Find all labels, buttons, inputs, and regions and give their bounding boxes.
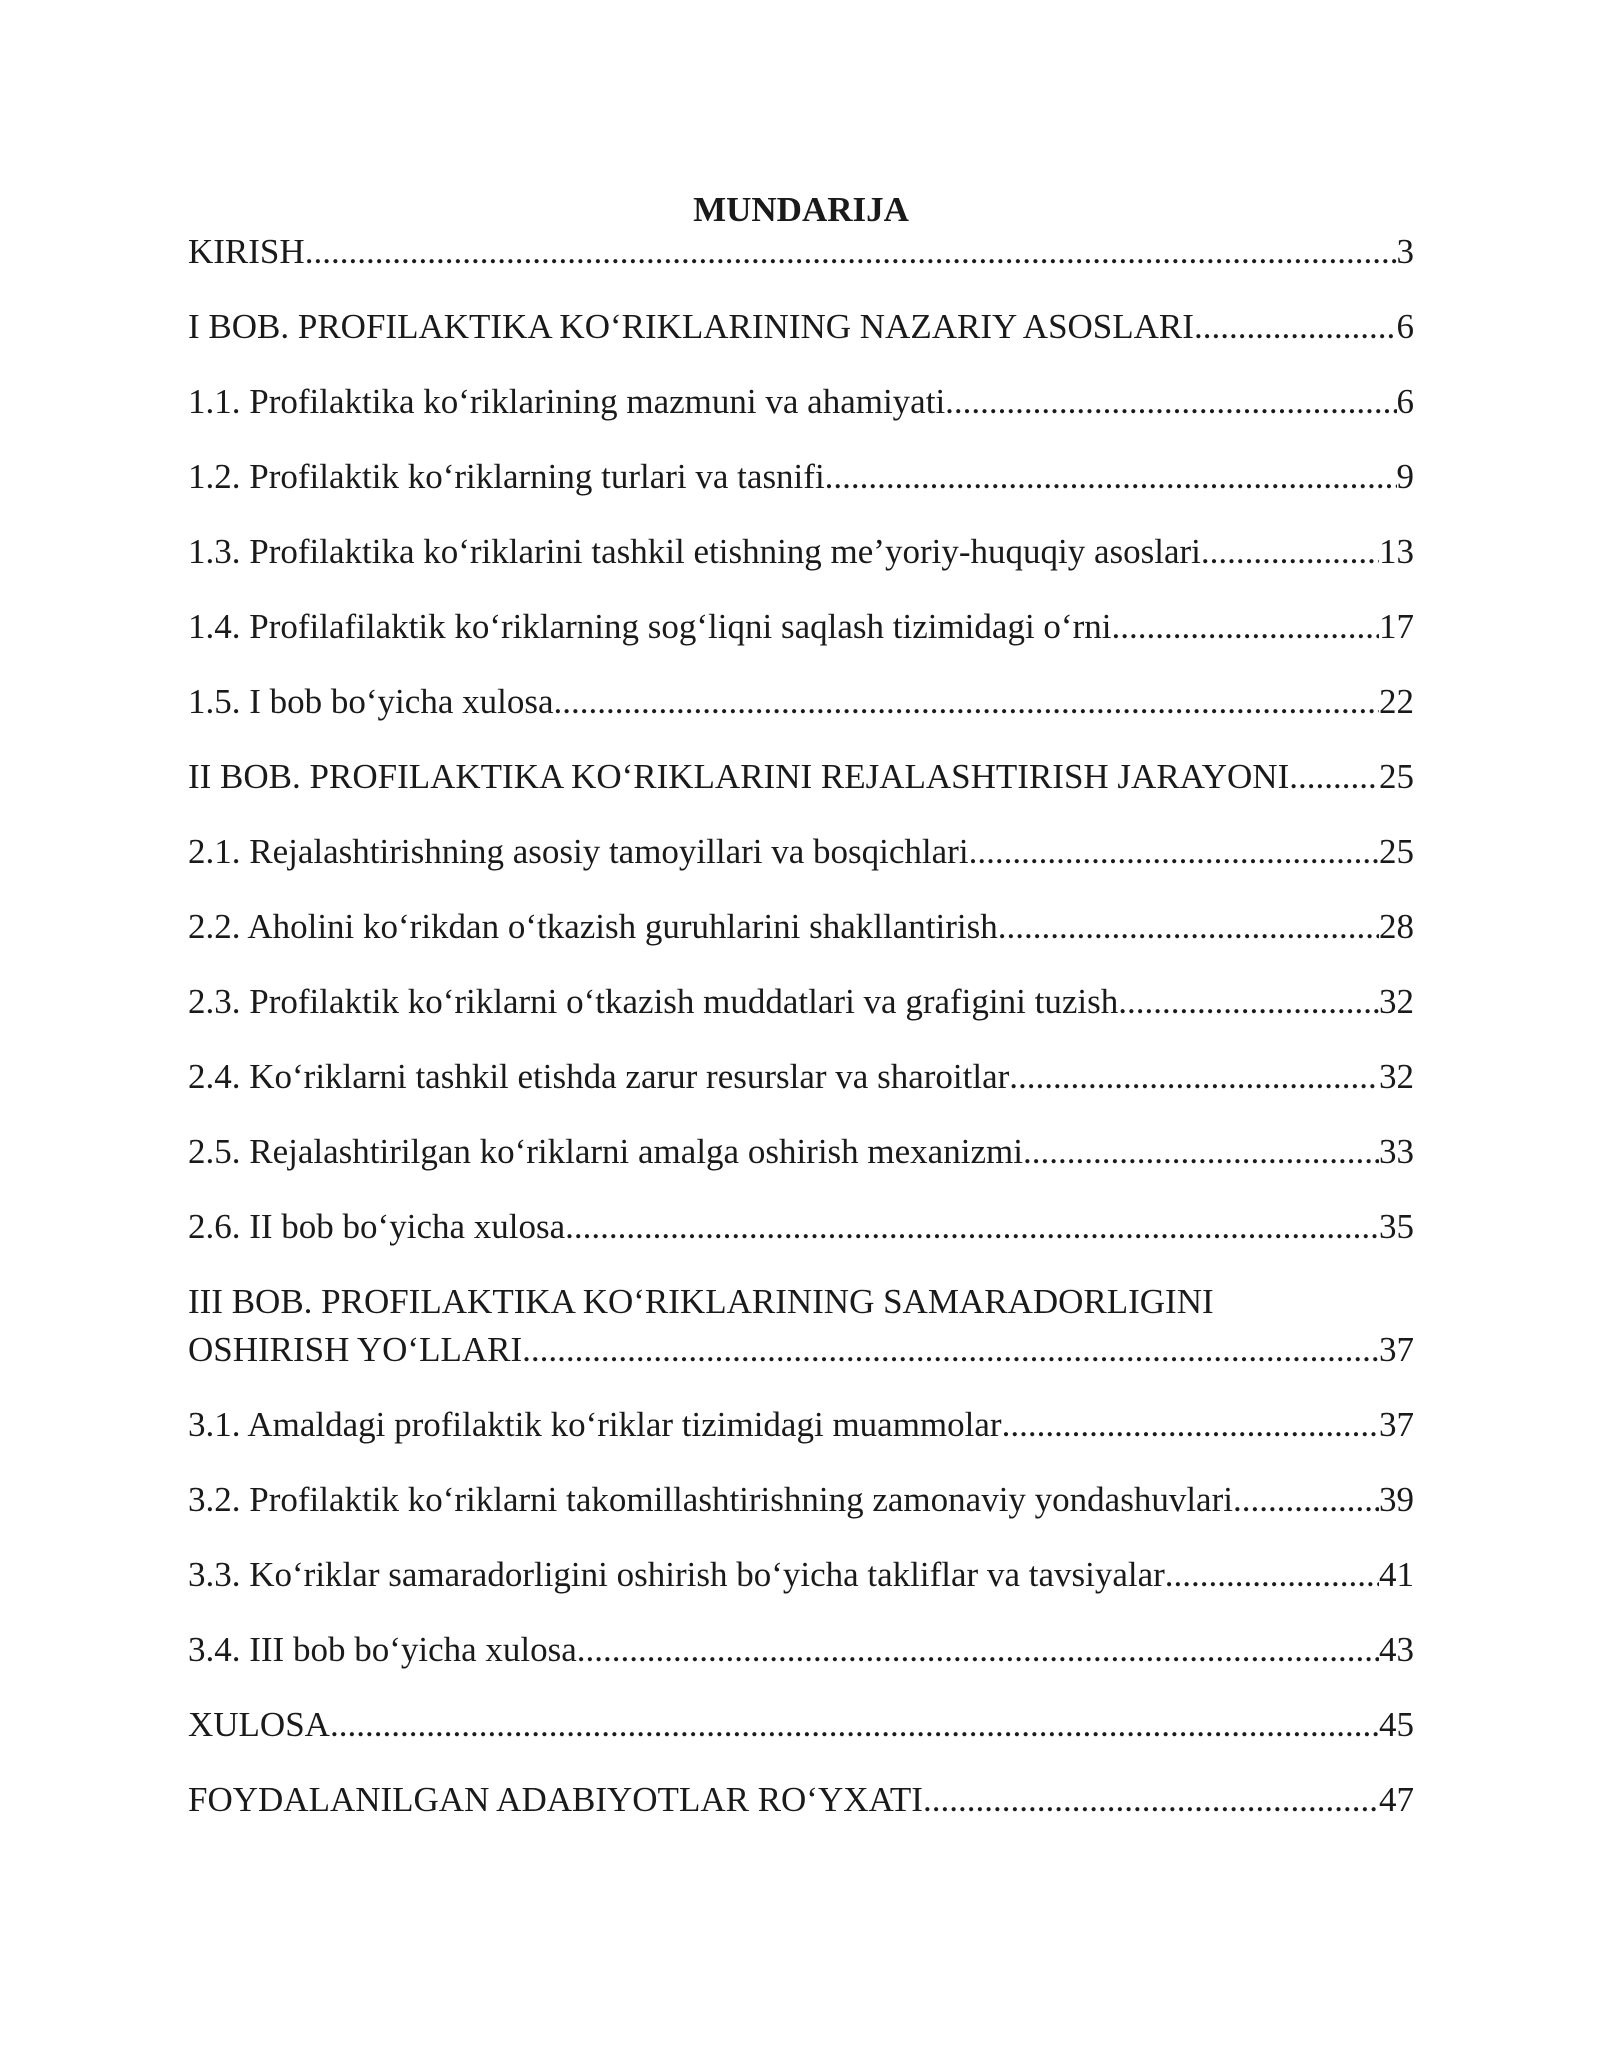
dot-leader <box>1111 603 1379 651</box>
toc-entry-bibliography <box>188 1776 1414 1824</box>
dot-leader <box>923 1776 1379 1824</box>
toc-entry-3-4 <box>188 1626 1414 1674</box>
toc-entry-1-2 <box>188 453 1414 501</box>
dot-leader <box>1118 978 1379 1026</box>
toc-entry-3-2 <box>188 1476 1414 1524</box>
toc-entry-2-3 <box>188 978 1414 1026</box>
dot-leader <box>1009 1053 1379 1101</box>
dot-leader <box>998 903 1379 951</box>
toc-entry-text: 1.1. Profilaktika ko‘riklarining mazmuni va ahamiyati <box>188 382 946 421</box>
toc-entry-text: 3.2. Profilaktik ko‘riklarni takomillashtirishning zamonaviy yondashuvlari <box>188 1480 1233 1519</box>
dot-leader <box>1201 528 1379 576</box>
toc-page-number: 45 <box>1379 1705 1414 1744</box>
toc-page-number: 6 <box>1396 382 1414 421</box>
toc-entry-3-3 <box>188 1551 1414 1599</box>
toc-page-number: 13 <box>1379 532 1414 571</box>
toc-entry-text: OSHIRISH YO‘LLARI <box>188 1330 523 1369</box>
toc-entry-chapter-2 <box>188 753 1414 801</box>
toc-entry-text: 3.1. Amaldagi profilaktik ko‘riklar tizimidagi muammolar <box>188 1405 1002 1444</box>
toc-entry-text: 2.6. II bob bo‘yicha xulosa <box>188 1207 566 1246</box>
toc-page-number: 22 <box>1379 682 1414 721</box>
toc-page-number: 3 <box>1396 232 1414 271</box>
dot-leader <box>945 378 1396 426</box>
toc-page-number: 43 <box>1379 1630 1414 1669</box>
dot-leader <box>1023 1128 1379 1176</box>
toc-entry-1-4 <box>188 603 1414 651</box>
toc-entry-1-1 <box>188 378 1414 426</box>
dot-leader <box>577 1626 1379 1674</box>
toc-entry-text: KIRISH <box>188 232 305 271</box>
dot-leader <box>825 453 1397 501</box>
toc-page-number: 32 <box>1379 982 1414 1021</box>
dot-leader <box>522 1326 1379 1374</box>
toc-entry-2-2 <box>188 903 1414 951</box>
toc-entry-text: II BOB. PROFILAKTIKA KO‘RIKLARINI REJALASHTIRISH JARAYONI <box>188 757 1290 796</box>
toc-page-number: 35 <box>1379 1207 1414 1246</box>
toc-page-number: 37 <box>1379 1330 1414 1369</box>
dot-leader <box>305 228 1397 276</box>
toc-entry-chapter-3 <box>188 1278 1414 1374</box>
dot-leader <box>565 1203 1379 1251</box>
toc-entry-text: 1.2. Profilaktik ko‘riklarning turlari va tasnifi <box>188 457 825 496</box>
toc-entry-2-1 <box>188 828 1414 876</box>
toc-entry-text: 2.1. Rejalashtirishning asosiy tamoyillari va bosqichlari <box>188 832 969 871</box>
toc-entry-text-line1: III BOB. PROFILAKTIKA KO‘RIKLARINING SAMARADORLIGINI <box>188 1282 1214 1321</box>
toc-page-number: 47 <box>1379 1780 1414 1819</box>
dot-leader <box>1002 1401 1379 1449</box>
toc-entry-text: 2.5. Rejalashtirilgan ko‘riklarni amalga oshirish mexanizmi <box>188 1132 1023 1171</box>
toc-entry-text: XULOSA <box>188 1705 330 1744</box>
toc-entry-text: 3.4. III bob bo‘yicha xulosa <box>188 1630 577 1669</box>
toc-page-number: 25 <box>1379 832 1414 871</box>
toc-entry-text: 2.4. Ko‘riklarni tashkil etishda zarur resurslar va sharoitlar <box>188 1057 1010 1096</box>
toc-entry-2-4 <box>188 1053 1414 1101</box>
toc-page-number: 32 <box>1379 1057 1414 1096</box>
page-title: MUNDARIJA <box>693 190 909 229</box>
toc-page-number: 17 <box>1379 607 1414 646</box>
toc-entry-xulosa <box>188 1701 1414 1749</box>
dot-leader <box>1194 303 1397 351</box>
toc-page-number: 28 <box>1379 907 1414 946</box>
toc-entry-text: 1.4. Profilafilaktik ko‘riklarning sog‘liqni saqlash tizimidagi o‘rni <box>188 607 1112 646</box>
toc-entry-text: 1.5. I bob bo‘yicha xulosa <box>188 682 554 721</box>
toc-entry-1-3 <box>188 528 1414 576</box>
toc-entry-text: FOYDALANILGAN ADABIYOTLAR RO‘YXATI <box>188 1780 923 1819</box>
toc-page-number: 37 <box>1379 1405 1414 1444</box>
toc-entry-text: 2.2. Aholini ko‘rikdan o‘tkazish guruhlarini shakllantirish <box>188 907 998 946</box>
dot-leader <box>1233 1476 1379 1524</box>
document-page <box>188 188 1414 1851</box>
toc-page-number: 41 <box>1379 1555 1414 1594</box>
dot-leader <box>969 828 1379 876</box>
toc-entry-3-1 <box>188 1401 1414 1449</box>
toc-page-number: 9 <box>1396 457 1414 496</box>
toc-entry-chapter-1 <box>188 303 1414 351</box>
toc-page-number: 33 <box>1379 1132 1414 1171</box>
dot-leader <box>553 678 1379 726</box>
table-of-contents <box>188 228 1414 1824</box>
toc-page-number: 25 <box>1379 757 1414 796</box>
toc-entry-2-5 <box>188 1128 1414 1176</box>
toc-entry-text: 3.3. Ko‘riklar samaradorligini oshirish bo‘yicha takliflar va tavsiyalar <box>188 1555 1165 1594</box>
toc-entry-2-6 <box>188 1203 1414 1251</box>
dot-leader <box>1165 1551 1379 1599</box>
toc-entry-text: I BOB. PROFILAKTIKA KO‘RIKLARINING NAZARIY ASOSLARI <box>188 307 1194 346</box>
toc-entry-kirish <box>188 228 1414 276</box>
dot-leader <box>1289 753 1379 801</box>
toc-entry-text: 1.3. Profilaktika ko‘riklarini tashkil etishning me’yoriy-huquqiy asoslari <box>188 532 1201 571</box>
toc-entry-1-5 <box>188 678 1414 726</box>
toc-entry-text: 2.3. Profilaktik ko‘riklarni o‘tkazish muddatlari va grafigini tuzish <box>188 982 1119 1021</box>
dot-leader <box>330 1701 1379 1749</box>
toc-page-number: 6 <box>1396 307 1414 346</box>
toc-page-number: 39 <box>1379 1480 1414 1519</box>
